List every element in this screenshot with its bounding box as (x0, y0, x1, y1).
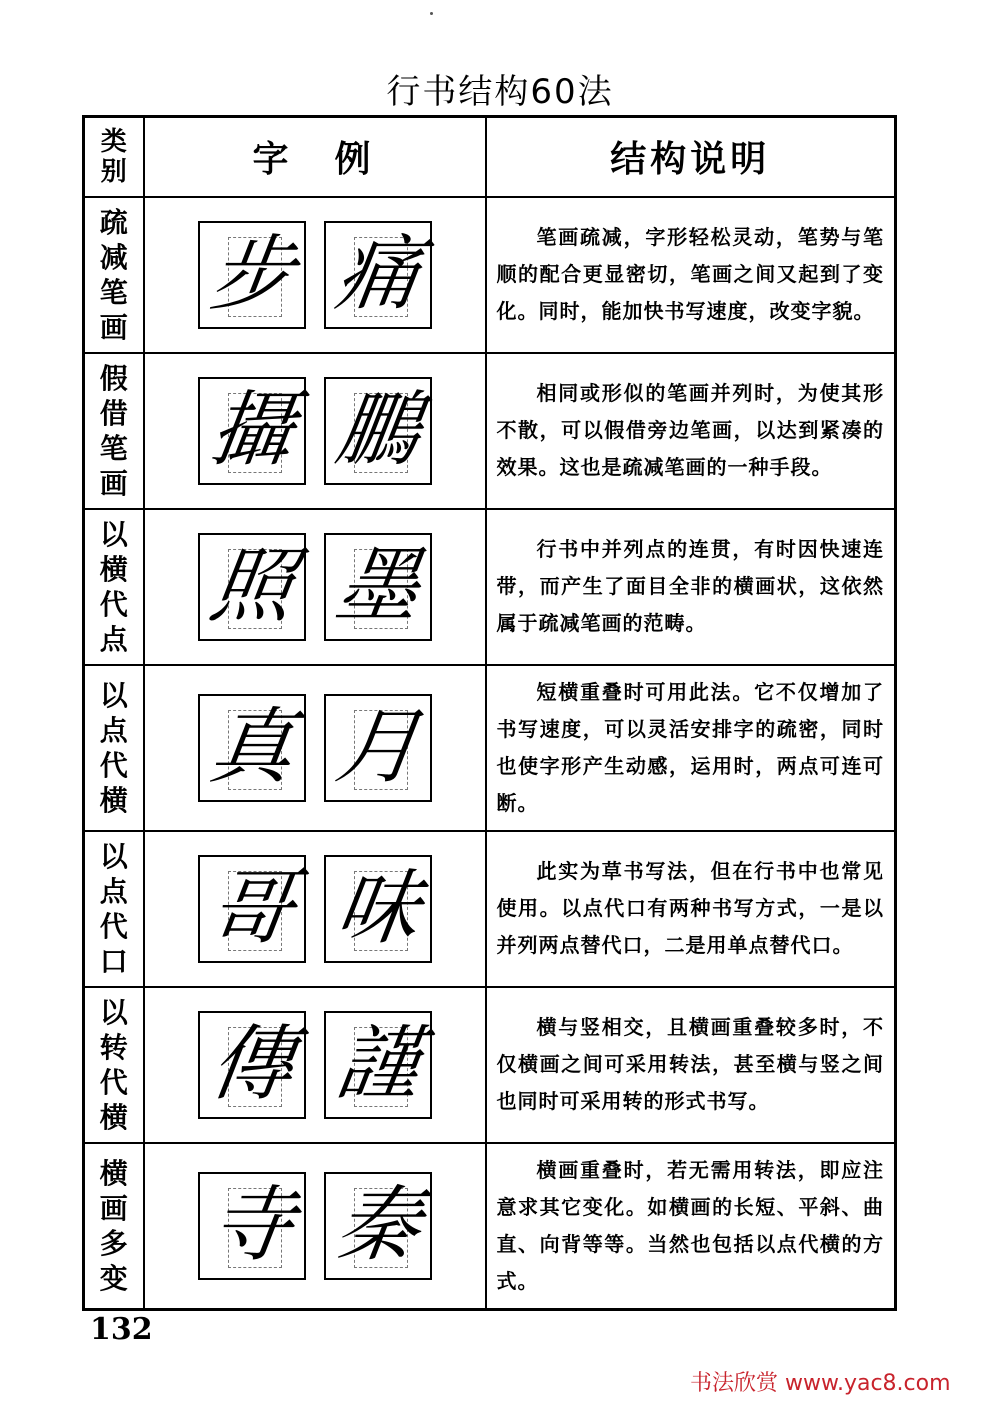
table-row (84, 1143, 896, 1310)
row-category (84, 197, 144, 353)
row-category (84, 831, 144, 987)
table-header-row (84, 117, 896, 197)
row-examples (144, 1143, 486, 1310)
char-example-box (198, 221, 306, 329)
char-example: 照 (203, 538, 300, 634)
row-examples (144, 509, 486, 665)
char-example-box (324, 221, 432, 329)
category-label: 以点代横 (99, 678, 128, 817)
char-example-box (324, 694, 432, 802)
category-label: 以点代口 (99, 839, 128, 978)
category-label: 疏减笔画 (99, 205, 128, 344)
row-category (84, 509, 144, 665)
row-examples (144, 831, 486, 987)
row-description: 横画重叠时，若无需用转法，即应注意求其它变化。如横画的长短、平斜、曲直、向背等等。当然也包括以点代横的方式。 (486, 1143, 896, 1310)
char-example: 痛 (329, 226, 426, 322)
char-example: 墨 (329, 538, 426, 634)
char-example-box (324, 1172, 432, 1280)
page-number: 132 (90, 1312, 153, 1347)
char-example-box (324, 533, 432, 641)
char-example: 謹 (329, 1016, 426, 1112)
category-label: 以转代横 (99, 995, 128, 1134)
header-category (84, 117, 144, 197)
char-example: 步 (203, 226, 300, 322)
category-label: 假借笔画 (99, 361, 128, 500)
char-example-box (324, 855, 432, 963)
table-row (84, 509, 896, 665)
row-category (84, 353, 144, 509)
row-description: 此实为草书写法，但在行书中也常见使用。以点代口有两种书写方式，一是以并列两点替代口，二是用单点替代口。 (486, 831, 896, 987)
row-description: 相同或形似的笔画并列时，为使其形不散，可以假借旁边笔画，以达到紧凑的效果。这也是疏减笔画的一种手段。 (486, 353, 896, 509)
row-category (84, 1143, 144, 1310)
header-examples: 字例 (144, 117, 486, 197)
char-example-box (198, 1172, 306, 1280)
row-category (84, 987, 144, 1143)
row-examples (144, 197, 486, 353)
watermark-text: 书法欣赏 www.yac8.com (690, 1371, 951, 1396)
category-label: 横画多变 (99, 1156, 128, 1295)
char-example: 真 (203, 699, 300, 795)
header-category-label: 类别 (100, 126, 127, 187)
char-example: 味 (329, 860, 426, 956)
row-examples (144, 353, 486, 509)
table-row (84, 197, 896, 353)
char-example: 秦 (329, 1177, 426, 1273)
char-example: 傳 (203, 1016, 300, 1112)
char-example: 月 (329, 699, 426, 795)
char-example: 寺 (203, 1177, 300, 1273)
char-example-box (198, 855, 306, 963)
row-description: 行书中并列点的连贯，有时因快速连带，而产生了面目全非的横画状，这依然属于疏减笔画的范畴。 (486, 509, 896, 665)
speck (430, 12, 433, 15)
char-example-box (324, 377, 432, 485)
header-description: 结构说明 (486, 117, 896, 197)
char-example-box (198, 694, 306, 802)
table-row (84, 665, 896, 831)
char-example-box (198, 533, 306, 641)
char-example-box (198, 1011, 306, 1119)
category-label: 以横代点 (99, 517, 128, 656)
row-description: 横与竖相交，且横画重叠较多时，不仅横画之间可采用转法，甚至横与竖之间也同时可采用转的形式书写。 (486, 987, 896, 1143)
row-description: 短横重叠时可用此法。它不仅增加了书写速度，可以灵活安排字的疏密，同时也使字形产生动感，运用时，两点可连可断。 (486, 665, 896, 831)
row-category (84, 665, 144, 831)
structure-table (82, 115, 897, 1311)
char-example: 鵬 (329, 382, 426, 478)
char-example-box (324, 1011, 432, 1119)
row-description: 笔画疏减，字形轻松灵动，笔势与笔顺的配合更显密切，笔画之间又起到了变化。同时，能加快书写速度，改变字貌。 (486, 197, 896, 353)
char-example: 攝 (203, 382, 300, 478)
row-examples (144, 665, 486, 831)
table-row (84, 831, 896, 987)
char-example: 哥 (203, 860, 300, 956)
page-title: 行书结构60法 (386, 72, 614, 112)
table-row (84, 353, 896, 509)
row-examples (144, 987, 486, 1143)
char-example-box (198, 377, 306, 485)
table-row (84, 987, 896, 1143)
